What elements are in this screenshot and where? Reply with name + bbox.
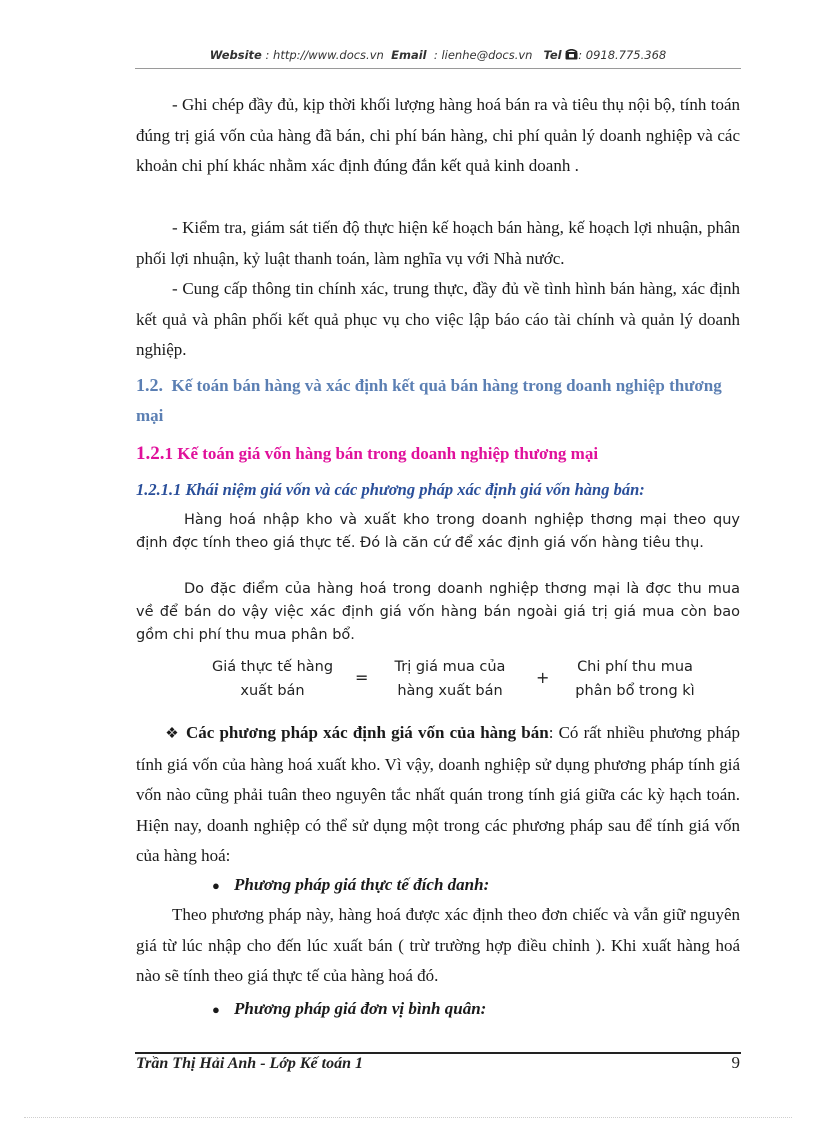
paragraph-record-sales: - Ghi chép đầy đủ, kịp thời khối lượng hàng hoá bán ra và tiêu thụ nội bộ, tính toán đúng trị giá vốn của hàng đã bán, chi phí bán hàng, chi phí quản lý doanh nghiệp và các khoản chi phí khác nhằm xác định đúng đắn kết quả kinh doanh . (136, 95, 740, 175)
footer-author: Trần Thị Hải Anh - Lớp Kế toán 1 (136, 1055, 363, 1072)
bullet-dot-icon: ● (212, 1002, 220, 1017)
tel-value: 0918.775.368 (585, 48, 667, 62)
heading-1-2-number: 1.2. (136, 375, 163, 395)
formula-middle-term: Trị giá mua của hàng xuất bán (394, 659, 506, 699)
heading-1-2-text: Kế toán bán hàng và xác định kết quả bán hàng trong doanh nghiệp thương mại (136, 376, 722, 425)
heading-1-2-1 (136, 441, 740, 467)
diamond-bullet-icon: ❖ (165, 726, 179, 742)
paragraph-specific-identification: Theo phương pháp này, hàng hoá được xác định theo đơn chiếc và vẫn giữ nguyên giá từ lúc nhập cho đến lúc xuất bán ( trừ trường hợp điều chỉnh ). Khi xuất hàng hoá nào sẽ tính theo giá thực tế của hàng hoá đó. (136, 905, 740, 985)
page-number: 9 (731, 1053, 740, 1072)
heading-1-2-1-1: 1.2.1.1 Khái niệm giá vốn và các phương pháp xác định giá vốn hàng bán: (136, 480, 645, 499)
formula-plus: + (536, 668, 550, 687)
methods-paragraph (136, 718, 740, 872)
bullet-dot-icon: ● (212, 878, 220, 893)
website-label: Website (209, 48, 262, 62)
paragraph-purchase-cost: Do đặc điểm của hàng hoá trong doanh nghiệp thơng mại là đợc thu mua về để bán do vậy việc xác định giá vốn hàng bán ngoài giá trị giá mua còn bao gồm chi phí thu mua phân bổ. (136, 581, 740, 643)
list-item-specific-identification: ● Phương pháp giá thực tế đích danh: (212, 872, 489, 899)
header-divider (135, 68, 741, 69)
formula-right-term: Chi phí thu mua phân bổ trong kì (575, 659, 695, 699)
email-label: Email (391, 48, 427, 62)
methods-text: : Có rất nhiều phương pháp tính giá vốn của hàng hoá xuất kho. Vì vậy, doanh nghiệp sử dụng phương pháp tính giá vốn nào cũng phải tuân theo nguyên tắc nhất quán trong tính giá giữa các kỳ hạch toán. Hiện nay, doanh nghiệp có thể sử dụng một trong các phương pháp sau để tính giá vốn của hàng hoá: (136, 723, 740, 865)
page-edge-dots (24, 1117, 792, 1118)
formula-left-term: Giá thực tế hàng xuất bán (211, 659, 334, 699)
paragraph-provide-info: - Cung cấp thông tin chính xác, trung thực, đầy đủ về tình hình bán hàng, xác định kết quả và phân phối kết quả phục vụ cho việc lập báo cáo tài chính và quản lý doanh nghiệp. (136, 279, 740, 359)
footer-divider (135, 1052, 741, 1054)
formula-equals: = (355, 668, 369, 687)
website-link[interactable]: http://www.docs.vn (273, 48, 384, 62)
heading-1-2 (136, 370, 740, 431)
page-header: Website : http://www.docs.vn Email : lienhe@docs.vn Tel : 0918.775.368 (209, 48, 667, 62)
tel-label: Tel (543, 48, 562, 62)
methods-title: Các phương pháp xác định giá vốn của hàng bán (186, 723, 549, 742)
heading-1-2-1-text: 1 Kế toán giá vốn hàng bán trong doanh nghiệp thương mại (164, 444, 599, 463)
list-item-weighted-average: ● Phương pháp giá đơn vị bình quân: (212, 996, 486, 1023)
phone-icon (565, 49, 578, 63)
paragraph-check-progress: - Kiểm tra, giám sát tiến độ thực hiện kế hoạch bán hàng, kế hoạch lợi nhuận, phân phối lợi nhuận, kỷ luật thanh toán, làm nghĩa vụ với Nhà nước. (136, 218, 740, 268)
email-link[interactable]: lienhe@docs.vn (441, 48, 533, 62)
heading-1-2-1-number: 1.2. (136, 443, 165, 464)
paragraph-import-export: Hàng hoá nhập kho và xuất kho trong doanh nghiệp thơng mại theo quy định đợc tính theo giá thực tế. Đó là căn cứ để xác định giá vốn hàng tiêu thụ. (136, 512, 740, 551)
